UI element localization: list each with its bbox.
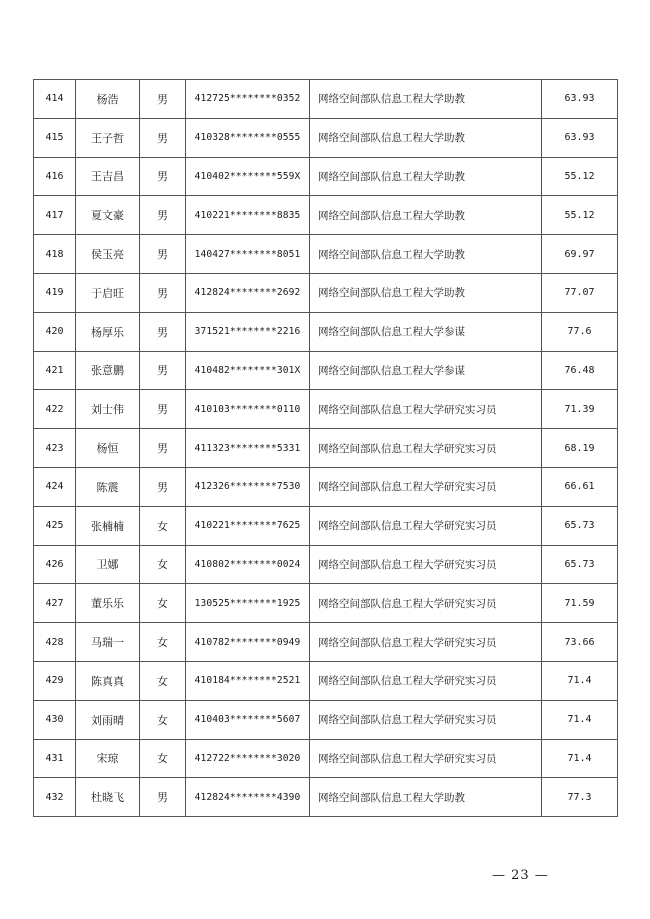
score-cell: 63.93 xyxy=(542,118,618,157)
row-number-cell: 419 xyxy=(34,273,76,312)
candidate-name-cell: 董乐乐 xyxy=(76,584,140,623)
employer-position-cell: 网络空间部队信息工程大学助教 xyxy=(310,196,542,235)
employer-position-cell: 网络空间部队信息工程大学参谋 xyxy=(310,351,542,390)
employer-position-cell: 网络空间部队信息工程大学研究实习员 xyxy=(310,429,542,468)
row-number-cell: 417 xyxy=(34,196,76,235)
employer-position-cell: 网络空间部队信息工程大学研究实习员 xyxy=(310,467,542,506)
id-number-cell: 410221********7625 xyxy=(186,506,310,545)
row-number-cell: 414 xyxy=(34,80,76,119)
row-number-cell: 421 xyxy=(34,351,76,390)
row-number-cell: 425 xyxy=(34,506,76,545)
id-number-cell: 412326********7530 xyxy=(186,467,310,506)
candidate-name-cell: 杨厚乐 xyxy=(76,312,140,351)
page-number: — 23 — xyxy=(492,868,549,883)
id-number-cell: 412722********3020 xyxy=(186,739,310,778)
candidate-gender-cell: 男 xyxy=(140,235,186,274)
employer-position-cell: 网络空间部队信息工程大学研究实习员 xyxy=(310,584,542,623)
candidate-name-cell: 杨浩 xyxy=(76,80,140,119)
id-number-cell: 410103********0110 xyxy=(186,390,310,429)
table-row xyxy=(34,157,618,196)
row-number-cell: 430 xyxy=(34,700,76,739)
candidate-name-cell: 宋琼 xyxy=(76,739,140,778)
candidate-gender-cell: 男 xyxy=(140,429,186,468)
score-cell: 77.07 xyxy=(542,273,618,312)
candidate-gender-cell: 男 xyxy=(140,118,186,157)
candidate-name-cell: 马瑞一 xyxy=(76,623,140,662)
candidate-name-cell: 陈真真 xyxy=(76,661,140,700)
row-number-cell: 422 xyxy=(34,390,76,429)
employer-position-cell: 网络空间部队信息工程大学助教 xyxy=(310,273,542,312)
table-row xyxy=(34,506,618,545)
score-cell: 71.4 xyxy=(542,661,618,700)
candidate-name-cell: 张楠楠 xyxy=(76,506,140,545)
candidate-name-cell: 杨恒 xyxy=(76,429,140,468)
row-number-cell: 427 xyxy=(34,584,76,623)
row-number-cell: 429 xyxy=(34,661,76,700)
candidate-name-cell: 刘士伟 xyxy=(76,390,140,429)
row-number-cell: 415 xyxy=(34,118,76,157)
table-row xyxy=(34,235,618,274)
candidate-gender-cell: 男 xyxy=(140,312,186,351)
row-number-cell: 426 xyxy=(34,545,76,584)
table-row xyxy=(34,196,618,235)
candidate-name-cell: 刘雨晴 xyxy=(76,700,140,739)
candidate-name-cell: 王子哲 xyxy=(76,118,140,157)
score-cell: 71.59 xyxy=(542,584,618,623)
candidate-name-cell: 王吉昌 xyxy=(76,157,140,196)
id-number-cell: 412725********0352 xyxy=(186,80,310,119)
employer-position-cell: 网络空间部队信息工程大学研究实习员 xyxy=(310,739,542,778)
row-number-cell: 428 xyxy=(34,623,76,662)
table-row xyxy=(34,429,618,468)
row-number-cell: 416 xyxy=(34,157,76,196)
employer-position-cell: 网络空间部队信息工程大学助教 xyxy=(310,80,542,119)
employer-position-cell: 网络空间部队信息工程大学研究实习员 xyxy=(310,545,542,584)
score-cell: 55.12 xyxy=(542,157,618,196)
id-number-cell: 410802********0024 xyxy=(186,545,310,584)
employer-position-cell: 网络空间部队信息工程大学助教 xyxy=(310,235,542,274)
candidate-gender-cell: 女 xyxy=(140,739,186,778)
candidate-table xyxy=(33,79,618,817)
candidate-gender-cell: 女 xyxy=(140,584,186,623)
employer-position-cell: 网络空间部队信息工程大学研究实习员 xyxy=(310,623,542,662)
score-cell: 65.73 xyxy=(542,506,618,545)
candidate-gender-cell: 男 xyxy=(140,157,186,196)
score-cell: 68.19 xyxy=(542,429,618,468)
employer-position-cell: 网络空间部队信息工程大学助教 xyxy=(310,157,542,196)
candidate-gender-cell: 女 xyxy=(140,506,186,545)
score-cell: 69.97 xyxy=(542,235,618,274)
candidate-gender-cell: 男 xyxy=(140,196,186,235)
candidate-table-body xyxy=(34,80,618,817)
employer-position-cell: 网络空间部队信息工程大学研究实习员 xyxy=(310,661,542,700)
table-row xyxy=(34,273,618,312)
score-cell: 76.48 xyxy=(542,351,618,390)
table-row xyxy=(34,584,618,623)
id-number-cell: 412824********4390 xyxy=(186,778,310,817)
score-cell: 73.66 xyxy=(542,623,618,662)
id-number-cell: 410482********301X xyxy=(186,351,310,390)
table-row xyxy=(34,778,618,817)
id-number-cell: 371521********2216 xyxy=(186,312,310,351)
table-row xyxy=(34,623,618,662)
candidate-gender-cell: 男 xyxy=(140,467,186,506)
id-number-cell: 410221********8835 xyxy=(186,196,310,235)
row-number-cell: 431 xyxy=(34,739,76,778)
candidate-gender-cell: 男 xyxy=(140,351,186,390)
id-number-cell: 410328********0555 xyxy=(186,118,310,157)
row-number-cell: 418 xyxy=(34,235,76,274)
table-row xyxy=(34,118,618,157)
employer-position-cell: 网络空间部队信息工程大学研究实习员 xyxy=(310,700,542,739)
employer-position-cell: 网络空间部队信息工程大学研究实习员 xyxy=(310,390,542,429)
table-row xyxy=(34,312,618,351)
candidate-name-cell: 卫娜 xyxy=(76,545,140,584)
id-number-cell: 410184********2521 xyxy=(186,661,310,700)
row-number-cell: 432 xyxy=(34,778,76,817)
score-cell: 77.6 xyxy=(542,312,618,351)
table-row xyxy=(34,700,618,739)
candidate-name-cell: 于启旺 xyxy=(76,273,140,312)
score-cell: 66.61 xyxy=(542,467,618,506)
table-row xyxy=(34,739,618,778)
table-row xyxy=(34,545,618,584)
employer-position-cell: 网络空间部队信息工程大学助教 xyxy=(310,118,542,157)
table-row xyxy=(34,390,618,429)
employer-position-cell: 网络空间部队信息工程大学助教 xyxy=(310,778,542,817)
id-number-cell: 411323********5331 xyxy=(186,429,310,468)
candidate-gender-cell: 男 xyxy=(140,80,186,119)
score-cell: 71.4 xyxy=(542,700,618,739)
score-cell: 71.39 xyxy=(542,390,618,429)
id-number-cell: 140427********8051 xyxy=(186,235,310,274)
id-number-cell: 410402********559X xyxy=(186,157,310,196)
id-number-cell: 130525********1925 xyxy=(186,584,310,623)
employer-position-cell: 网络空间部队信息工程大学参谋 xyxy=(310,312,542,351)
row-number-cell: 424 xyxy=(34,467,76,506)
score-cell: 63.93 xyxy=(542,80,618,119)
candidate-name-cell: 夏文豪 xyxy=(76,196,140,235)
row-number-cell: 420 xyxy=(34,312,76,351)
candidate-gender-cell: 男 xyxy=(140,778,186,817)
score-cell: 65.73 xyxy=(542,545,618,584)
candidate-gender-cell: 男 xyxy=(140,273,186,312)
score-cell: 71.4 xyxy=(542,739,618,778)
candidate-gender-cell: 女 xyxy=(140,545,186,584)
candidate-name-cell: 侯玉亮 xyxy=(76,235,140,274)
table-row xyxy=(34,351,618,390)
candidate-name-cell: 张意鹏 xyxy=(76,351,140,390)
score-cell: 77.3 xyxy=(542,778,618,817)
table-row xyxy=(34,661,618,700)
table-row xyxy=(34,467,618,506)
id-number-cell: 410782********0949 xyxy=(186,623,310,662)
candidate-gender-cell: 女 xyxy=(140,661,186,700)
score-cell: 55.12 xyxy=(542,196,618,235)
candidate-name-cell: 陈震 xyxy=(76,467,140,506)
employer-position-cell: 网络空间部队信息工程大学研究实习员 xyxy=(310,506,542,545)
id-number-cell: 410403********5607 xyxy=(186,700,310,739)
candidate-gender-cell: 女 xyxy=(140,623,186,662)
row-number-cell: 423 xyxy=(34,429,76,468)
candidate-gender-cell: 男 xyxy=(140,390,186,429)
id-number-cell: 412824********2692 xyxy=(186,273,310,312)
candidate-gender-cell: 女 xyxy=(140,700,186,739)
candidate-name-cell: 杜晓飞 xyxy=(76,778,140,817)
table-row xyxy=(34,80,618,119)
